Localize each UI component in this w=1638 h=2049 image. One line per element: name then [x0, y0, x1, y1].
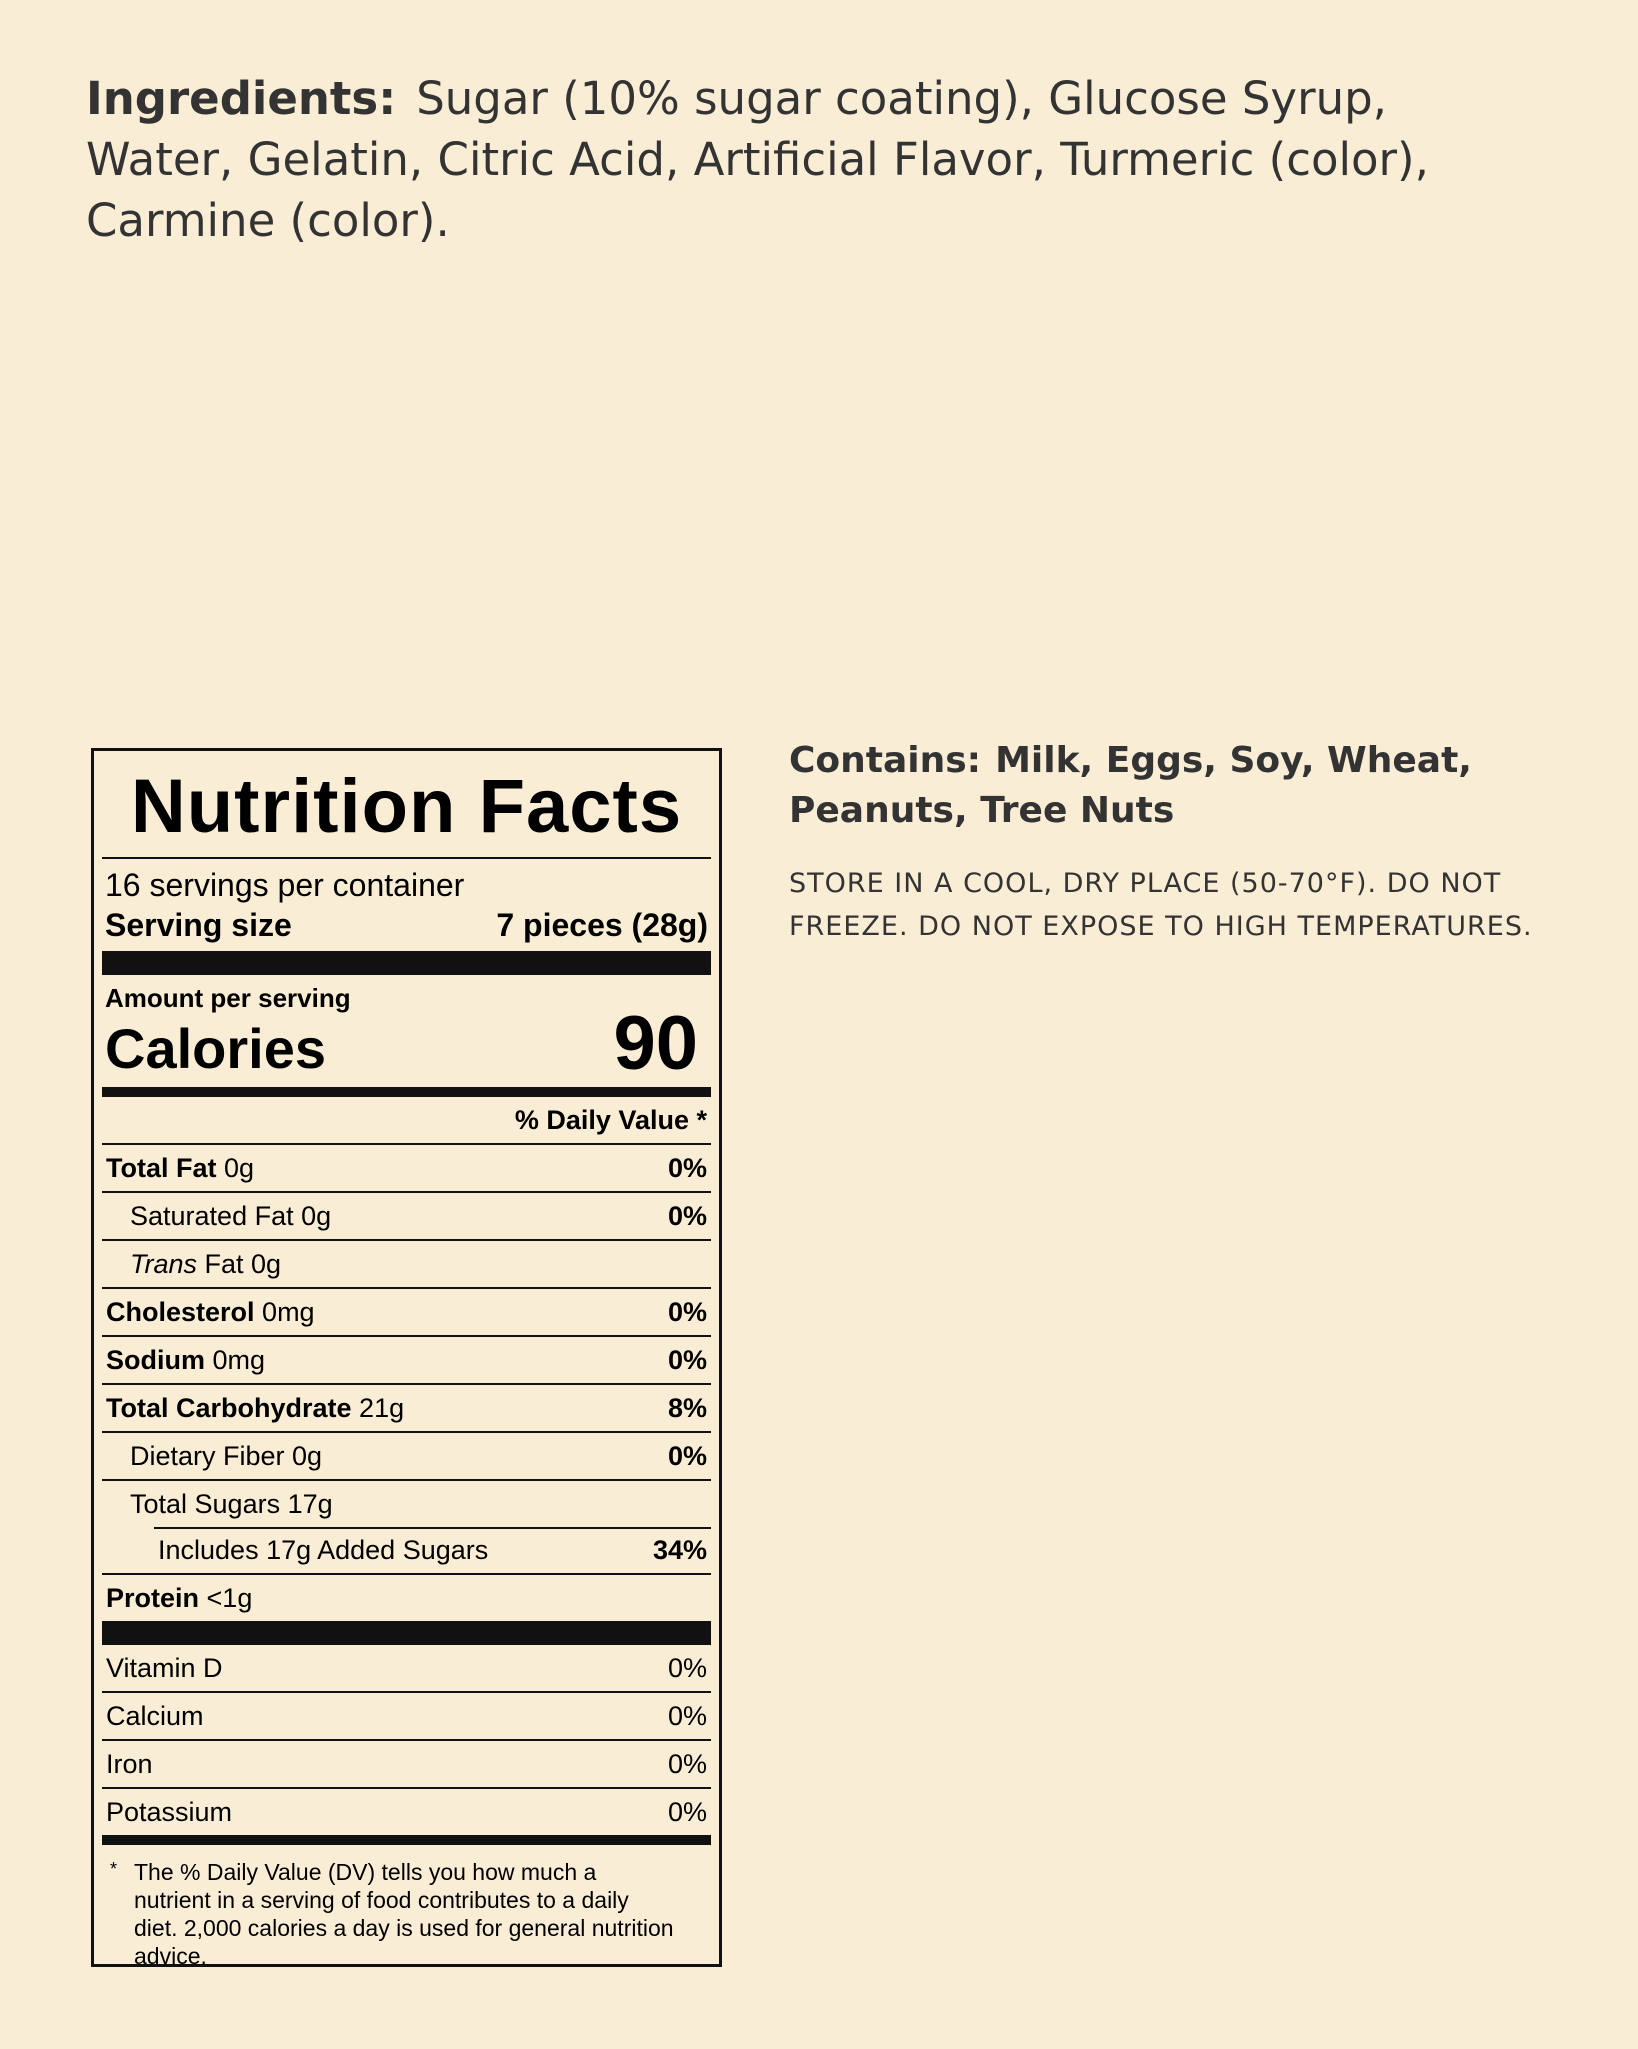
nutrient-pct: 0%: [667, 1152, 707, 1183]
amount-per-serving: Amount per serving: [105, 983, 351, 1013]
serving-size-label: Serving size: [105, 907, 292, 943]
nutrient-row-total-carbohydrate: [102, 1385, 711, 1433]
nutrient-pct: 0%: [667, 1344, 707, 1375]
ingredients-text: [86, 68, 1466, 251]
nutrient-row-cholesterol: [102, 1289, 711, 1337]
vitamin-pct: 0%: [667, 1796, 707, 1827]
nutrient-pct: 0%: [667, 1296, 707, 1327]
nutrient-label: Total Fat: [106, 1152, 217, 1183]
calories-label: Calories: [105, 1017, 326, 1080]
serving-size-value: 7 pieces (28g): [496, 907, 708, 943]
nutrient-label: Total Sugars 17g: [130, 1488, 333, 1519]
vitamin-row-iron: [102, 1741, 711, 1789]
vitamin-row-potassium: [102, 1789, 711, 1835]
vitamin-pct: 0%: [667, 1652, 707, 1683]
nutrient-row-total-fat: [102, 1145, 711, 1193]
thick-divider: [102, 951, 711, 975]
vitamin-label: Vitamin D: [106, 1652, 223, 1683]
nutrient-pct: 34%: [652, 1534, 707, 1565]
calories-value: 90: [613, 1001, 698, 1086]
nutrient-label: Saturated Fat 0g: [130, 1200, 332, 1231]
contains-list: Milk, Eggs, Soy, Wheat, Peanuts, Tree Nuts: [789, 740, 1472, 831]
nutrient-label: Includes 17g Added Sugars: [158, 1534, 489, 1565]
nutrient-amount: 0mg: [212, 1344, 266, 1375]
nutrient-label: Dietary Fiber 0g: [130, 1440, 323, 1471]
medium-divider: [102, 1835, 711, 1845]
footnote-text: The % Daily Value (DV) tells you how much a nutrient in a serving of food contributes to a daily diet. 2,000 calories a day is used for general nutrition advice.: [134, 1859, 674, 1969]
nutrient-row-added-sugars: [102, 1527, 711, 1575]
nutrient-label: Cholesterol: [106, 1296, 255, 1327]
nutrient-row-protein: [102, 1575, 711, 1621]
daily-value-header: % Daily Value *: [102, 1097, 711, 1145]
servings-per-container: 16 servings per container: [105, 867, 465, 903]
nutrient-row-trans-fat: [102, 1241, 711, 1289]
nutrient-row-sodium: [102, 1337, 711, 1385]
vitamin-row-vitamin-d: [102, 1645, 711, 1693]
vitamin-pct: 0%: [667, 1748, 707, 1779]
nutrient-label: Sodium: [106, 1344, 205, 1375]
nutrient-row-dietary-fiber: [102, 1433, 711, 1481]
nutrition-facts-panel: [91, 748, 722, 1967]
daily-value-footnote: [102, 1858, 711, 1970]
ingredients-list: Sugar (10% sugar coating), Glucose Syrup, Water, Gelatin, Citric Acid, Artificial Flavor, Turmeric (color), Carmine (color).: [86, 72, 1429, 247]
serving-size-row: [102, 905, 711, 945]
nutrient-amount: 0g: [224, 1152, 255, 1183]
vitamin-label: Calcium: [106, 1700, 204, 1731]
nutrient-pct: 8%: [667, 1392, 707, 1423]
storage-instructions: STORE IN A COOL, DRY PLACE (50-70°F). DO NOT FREEZE. DO NOT EXPOSE TO HIGH TEMPERATURES.: [789, 868, 1533, 942]
vitamin-label: Iron: [106, 1748, 153, 1779]
footnote-asterisk: *: [110, 1859, 118, 1879]
calories-row: [102, 1001, 711, 1086]
nutrient-amount: 21g: [359, 1392, 405, 1423]
nutrient-label: Total Carbohydrate: [106, 1392, 352, 1423]
nutrient-amount: <1g: [206, 1582, 253, 1613]
nutrient-label: Fat 0g: [204, 1248, 282, 1279]
nutrient-pct: 0%: [667, 1200, 707, 1231]
nutrient-row-total-sugars: [102, 1481, 711, 1527]
ingredients-label: Ingredients:: [86, 72, 397, 125]
vitamin-pct: 0%: [667, 1700, 707, 1731]
nutrient-label: Protein: [106, 1582, 200, 1613]
nutrient-pct: 0%: [667, 1440, 707, 1471]
nutrient-label-italic: Trans: [130, 1248, 198, 1279]
medium-divider: [102, 1087, 711, 1097]
nutrition-facts-title: Nutrition Facts: [102, 757, 711, 859]
nutrient-row-saturated-fat: [102, 1193, 711, 1241]
nutrient-amount: 0mg: [262, 1296, 315, 1327]
vitamin-label: Potassium: [106, 1796, 233, 1827]
contains-label: Contains:: [789, 740, 982, 781]
thick-divider: [102, 1621, 711, 1645]
allergen-contains: [789, 736, 1579, 836]
vitamin-row-calcium: [102, 1693, 711, 1741]
